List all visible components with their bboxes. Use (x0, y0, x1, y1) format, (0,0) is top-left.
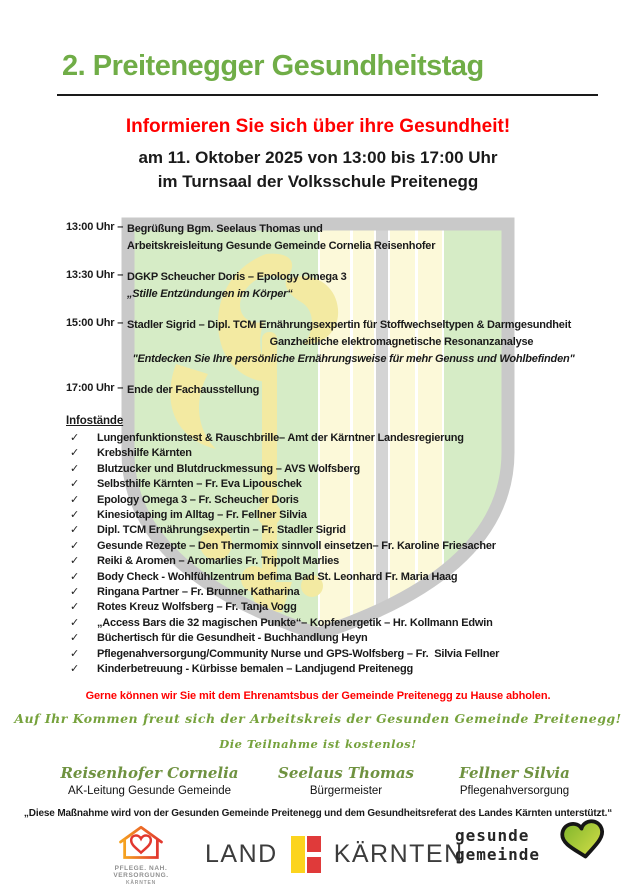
schedule-entry (66, 269, 636, 303)
list-item (70, 585, 636, 600)
free-note: Die Teilnahme ist kostenlos! (219, 736, 417, 751)
check-icon: ✓ (70, 509, 80, 522)
logo-row (0, 824, 636, 886)
signature-name: Seelaus Thomas (277, 763, 415, 782)
gesunde-gemeinde-logo (455, 826, 540, 864)
check-icon: ✓ (70, 663, 80, 676)
support-note: „Diese Maßnahme wird von der Gesunden Gemeinde Preitenegg und dem Gesundheitsreferat des Landes Kärnten unterstützt.“ (23, 807, 613, 819)
check-icon: ✓ (70, 632, 80, 645)
schedule-time: 17:00 Uhr – (66, 382, 124, 394)
subtitle: Informieren Sie sich über ihre Gesundheit! (125, 116, 511, 137)
list-item-text: Gesunde Rezepte – Den Thermomix sinnvoll einsetzen– Fr. Karoline Friesacher (97, 539, 496, 552)
title-underline (57, 94, 598, 96)
signatures (0, 763, 636, 799)
signature-block (433, 763, 596, 799)
check-icon: ✓ (70, 570, 80, 583)
signature-block (40, 763, 259, 799)
check-icon: ✓ (70, 432, 80, 444)
check-icon: ✓ (70, 539, 80, 552)
list-item (70, 446, 636, 461)
welcome-note: Auf Ihr Kommen freut sich der Arbeitskreis der Gesunden Gemeinde Preitenegg! (14, 710, 622, 726)
schedule-text: Stadler Sigrid – Dipl. TCM Ernährungsexpertin für Stoffwechseltypen & Darmgesundheit (127, 319, 572, 331)
schedule-text: Ende der Fachausstellung (127, 384, 260, 396)
check-icon: ✓ (70, 601, 80, 614)
carinthia-flag-icon (291, 836, 321, 873)
list-item-text: Dipl. TCM Ernährungsexpertin – Fr. Stadler Sigrid (97, 524, 346, 537)
gesunde-word: gesunde (455, 825, 530, 845)
check-icon: ✓ (70, 462, 80, 475)
schedule (66, 221, 636, 399)
schedule-entry (66, 317, 636, 368)
schedule-entry (66, 382, 636, 399)
list-item (70, 462, 636, 477)
list-item-text: „Access Bars die 32 magischen Punkte“– Kopfenergetik – Hr. Kollmann Edwin (97, 616, 493, 629)
gemeinde-word: gemeinde (455, 844, 541, 864)
list-item-text: Lungenfunktionstest & Rauschbrille– Amt der Kärntner Landesregierung (97, 432, 464, 444)
check-icon: ✓ (70, 478, 80, 491)
check-icon: ✓ (70, 493, 80, 506)
list-item-text: Rotes Kreuz Wolfsberg – Fr. Tanja Vogg (97, 601, 297, 614)
list-item (70, 431, 636, 446)
pflege-logo-text: VERSORGUNG. (113, 872, 169, 879)
list-item-text: Pflegenahversorgung/Community Nurse und GPS-Wolfsberg – Fr. Silvia Fellner (97, 647, 500, 660)
house-heart-icon (113, 824, 169, 860)
list-item-text: Kinesiotaping im Alltag – Fr. Fellner Silvia (97, 509, 307, 522)
list-item (70, 600, 636, 615)
list-item-text: Reiki & Aromen – Aromarlies Fr. Trippolt Marlies (97, 555, 340, 568)
signature-role: AK-Leitung Gesunde Gemeinde (67, 784, 232, 797)
list-item (70, 493, 636, 508)
event-location: im Turnsaal der Volksschule Preitenegg (157, 172, 479, 191)
green-heart-icon (557, 818, 609, 862)
list-item (70, 508, 636, 523)
land-kaernten-logo (205, 836, 464, 873)
land-word: LAND (205, 839, 278, 868)
schedule-entry (66, 221, 636, 255)
list-item-text: Blutzucker und Blutdruckmessung – AVS Wolfsberg (97, 462, 360, 475)
schedule-text: Arbeitskreisleitung Gesunde Gemeinde Cornelia Reisenhofer (127, 240, 436, 252)
signature-role: Pflegenahversorgung (459, 784, 570, 797)
schedule-time: 13:30 Uhr – (66, 269, 124, 281)
list-item (70, 570, 636, 585)
list-item-text: Büchertisch für die Gesundheit - Buchhandlung Heyn (97, 632, 368, 645)
list-item (70, 616, 636, 631)
list-item-text: Ringana Partner – Fr. Brunner Katharina (97, 586, 300, 599)
pflege-nahversorgung-logo (85, 824, 197, 888)
check-icon: ✓ (70, 555, 80, 568)
page-title: 2. Preitenegger Gesundheitstag (62, 50, 484, 82)
schedule-time: 15:00 Uhr – (66, 317, 124, 329)
check-icon: ✓ (70, 524, 80, 537)
signature-name: Reisenhofer Cornelia (60, 763, 239, 782)
signature-name: Fellner Silvia (459, 763, 570, 782)
check-icon: ✓ (70, 586, 80, 599)
check-icon: ✓ (70, 616, 80, 629)
list-item-text: Epology Omega 3 – Fr. Scheucher Doris (97, 493, 299, 506)
list-item (70, 631, 636, 646)
check-icon: ✓ (70, 447, 80, 460)
list-item-text: Selbsthilfe Kärnten – Fr. Eva Lipouschek (97, 478, 302, 491)
list-item (70, 523, 636, 538)
list-item (70, 477, 636, 492)
list-item-text: Krebshilfe Kärnten (97, 447, 192, 460)
list-item (70, 554, 636, 569)
check-icon: ✓ (70, 647, 80, 660)
schedule-text: Ganzheitliche elektromagnetische Resonanzanalyse (269, 336, 534, 348)
list-item (70, 662, 636, 677)
infostaende-list (70, 431, 636, 678)
schedule-quote: "Entdecken Sie Ihre persönliche Ernährungsweise für mehr Genuss und Wohlbefinden" (132, 353, 575, 365)
schedule-text: DGKP Scheucher Doris – Epology Omega 3 (127, 271, 347, 283)
infostaende-heading: Infostände (66, 415, 124, 427)
pflege-logo-text: PFLEGE. NAH. (114, 864, 168, 872)
schedule-time: 13:00 Uhr – (66, 221, 124, 233)
list-item-text: Kinderbetreuung - Kürbisse bemalen – Landjugend Preitenegg (97, 663, 414, 676)
list-item (70, 539, 636, 554)
signature-block (259, 763, 433, 799)
schedule-text: Begrüßung Bgm. Seelaus Thomas und (127, 223, 323, 235)
pflege-logo-text: KÄRNTEN (125, 879, 157, 886)
kaernten-word: KÄRNTEN (333, 839, 464, 868)
schedule-quote: „Stille Entzündungen im Körper“ (127, 288, 293, 300)
event-date: am 11. Oktober 2025 von 13:00 bis 17:00 Uhr (138, 148, 498, 167)
list-item-text: Body Check - Wohlfühlzentrum befima Bad St. Leonhard Fr. Maria Haag (97, 570, 458, 583)
bus-note: Gerne können wir Sie mit dem Ehrenamtsbus der Gemeinde Preitenegg zu Hause abholen. (85, 689, 551, 702)
list-item (70, 647, 636, 662)
signature-role: Bürgermeister (309, 784, 383, 797)
